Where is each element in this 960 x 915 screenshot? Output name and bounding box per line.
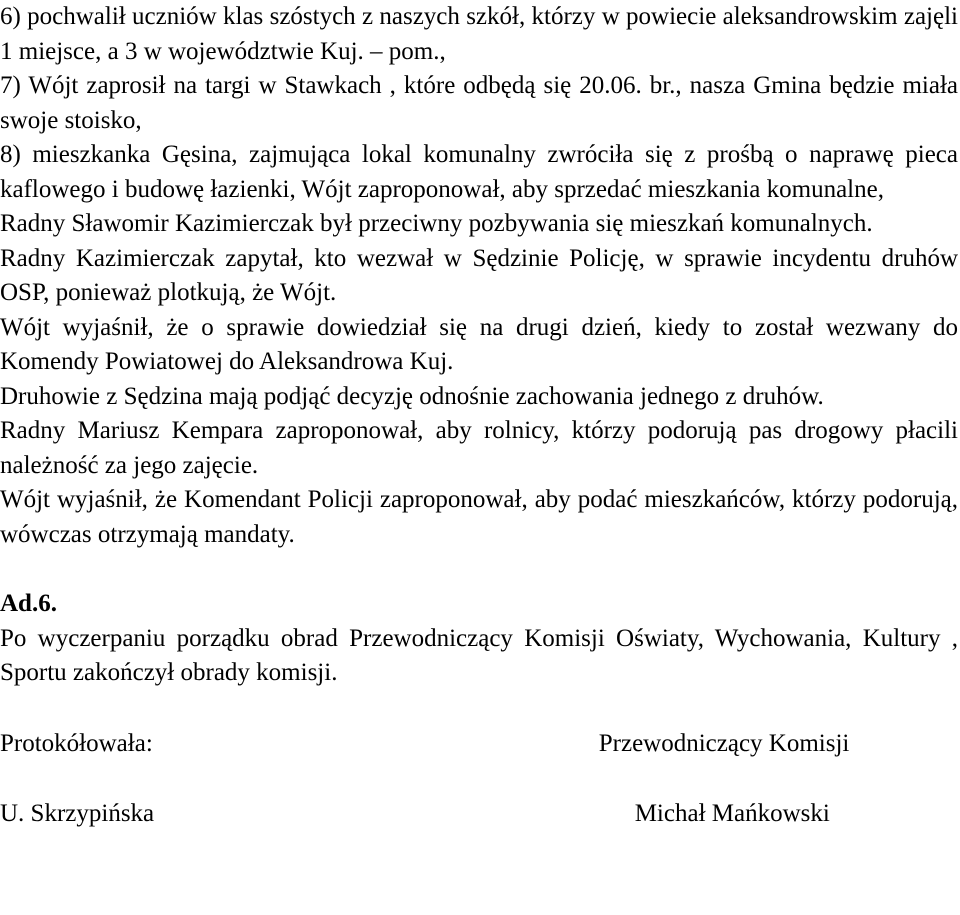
paragraph-item-6: 6) pochwalił uczniów klas szóstych z naszych szkół, którzy w powiecie aleksandrowskim zajęli 1 miejsce, a 3 w województwie Kuj. – pom.,	[0, 3, 958, 65]
signature-roles-row	[0, 727, 958, 762]
signature-names-row	[0, 797, 958, 832]
paragraph-kazimierczak-opinion: Radny Sławomir Kazimierczak był przeciwny pozbywania się mieszkań komunalnych.	[0, 210, 873, 237]
paragraph-police-question: Radny Kazimierczak zapytał, kto wezwał w Sędzinie Policję, w sprawie incydentu druhów OSP, ponieważ plotkują, że Wójt.	[0, 244, 958, 306]
paragraph-wojt-explanation: Wójt wyjaśnił, że o sprawie dowiedział się na drugi dzień, kiedy to został wezwany do Komendy Powiatowej do Aleksandrowa Kuj.	[0, 313, 958, 375]
paragraph-item-8: 8) mieszkanka Gęsina, zajmująca lokal komunalny zwróciła się z prośbą o naprawę pieca kaflowego i budowę łazienki, Wójt zaproponował, aby sprzedać mieszkania komunalne,	[0, 141, 958, 203]
paragraph-kempara-proposal: Radny Mariusz Kempara zaproponował, aby rolnicy, którzy podorują pas drogowy płacili należność za jego zajęcie.	[0, 417, 958, 479]
chairman-name: Michał Mańkowski	[634, 800, 830, 827]
chairman-role-label: Przewodniczący Komisji	[598, 729, 850, 757]
recorder-name: U. Skrzypińska	[0, 800, 155, 827]
paragraph-police-proposal: Wójt wyjaśnił, że Komendant Policji zaproponował, aby podać mieszkańców, którzy podorują, wówczas otrzymają mandaty.	[0, 486, 958, 548]
recorder-role-label: Protokółowała:	[0, 729, 153, 757]
section-heading: Ad.6.	[0, 590, 57, 617]
closing-paragraph: Po wyczerpaniu porządku obrad Przewodniczący Komisji Oświaty, Wychowania, Kultury , Sportu zakończył obrady komisji.	[0, 624, 958, 686]
paragraph-druhowie-decision: Druhowie z Sędzina mają podjąć decyzję odnośnie zachowania jednego z druhów.	[0, 382, 824, 410]
paragraph-item-7: 7) Wójt zaprosił na targi w Stawkach , które odbędą się 20.06. br., nasza Gmina będzie miała swoje stoisko,	[0, 72, 958, 134]
